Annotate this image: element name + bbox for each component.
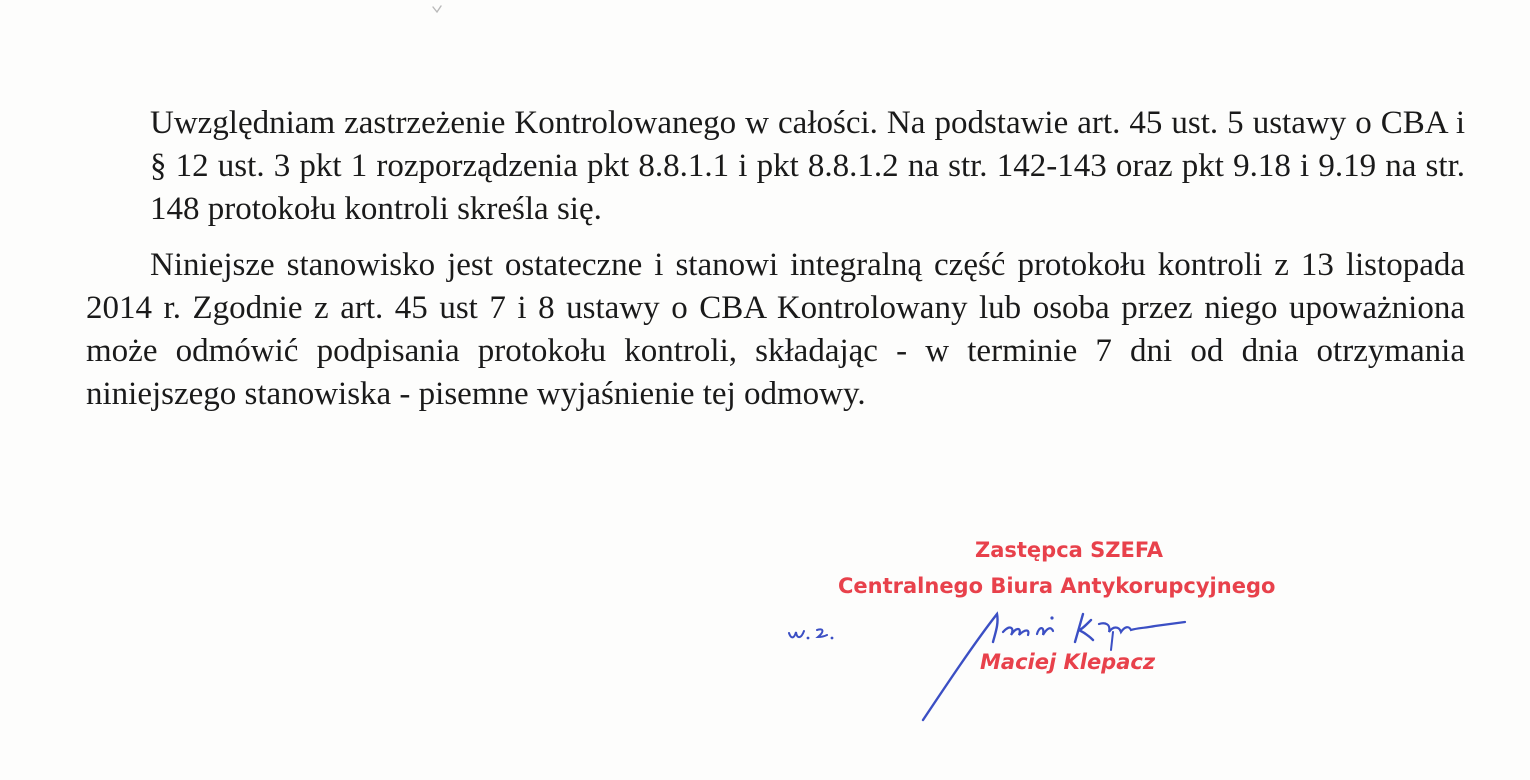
stamp-organization: Centralnego Biura Antykorupcyjnego [838, 574, 1276, 598]
scan-artifact-mark [430, 0, 444, 16]
paragraph-final-position: Niniejsze stanowisko jest ostateczne i stanowi integralną część protokołu kontroli z 13 listopada 2014 r. Zgodnie z art. 45 ust 7 i 8 ustawy o CBA Kontrolowany lub osoba przez niego upoważniona może odmówić podpisania protokołu kontroli, składając - w terminie 7 dni od dnia otrzymania niniejszego stanowiska - pisemne wyjaśnienie tej odmowy. [86, 247, 1465, 412]
handwritten-wz-note [785, 621, 845, 645]
stamp-title: Zastępca SZEFA [975, 538, 1164, 562]
paragraph-decision: Uwzględniam zastrzeżenie Kontrolowanego w całości. Na podstawie art. 45 ust. 5 ustawy o CBA i § 12 ust. 3 pkt 1 rozporządzenia pkt 8.8.1.1 i pkt 8.8.1.2 na str. 142-143 oraz pkt 9.18 i 9.19 na str. 148 protokołu kontroli skreśla się. [150, 105, 1465, 227]
handwritten-signature [915, 602, 1200, 727]
document-body [86, 102, 1465, 416]
stamp-name: Maciej Klepacz [980, 650, 1156, 674]
